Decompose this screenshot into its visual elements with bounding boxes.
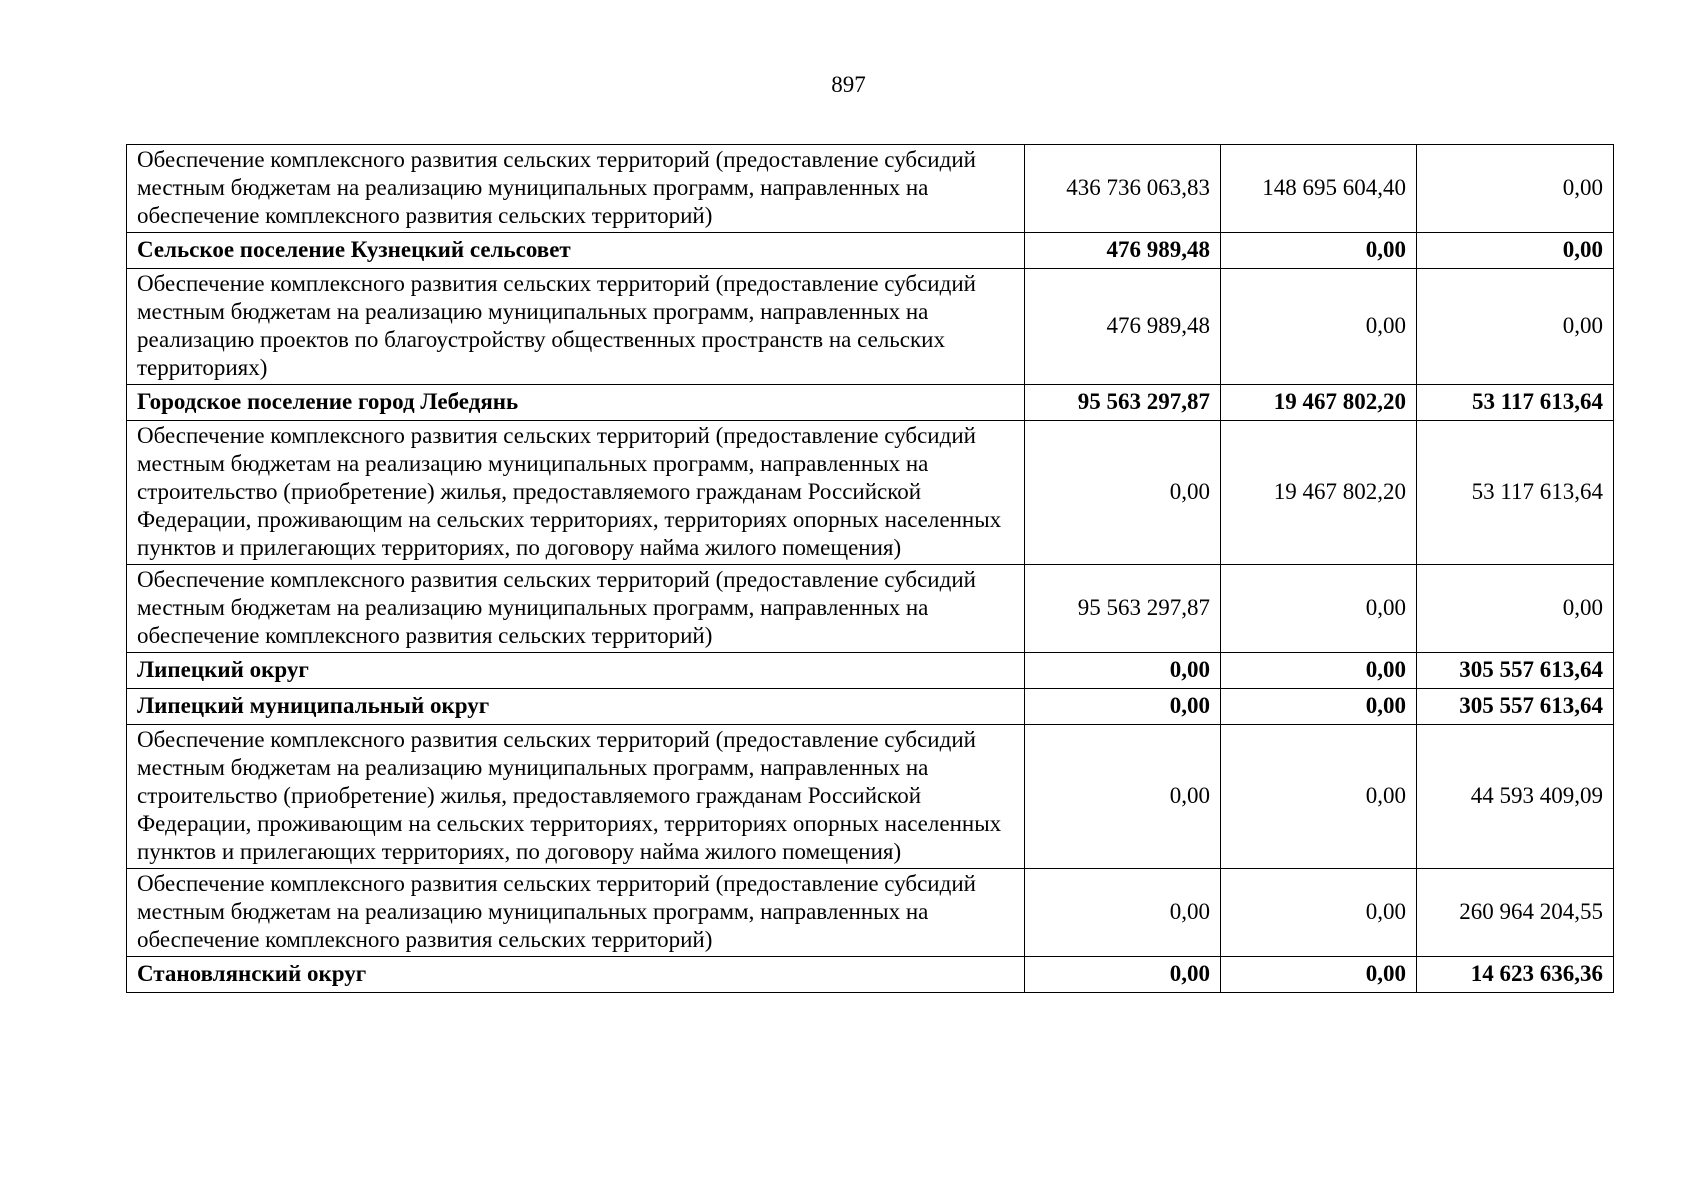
table-row xyxy=(127,145,1614,233)
row-name-cell: Липецкий муниципальный округ xyxy=(127,689,1025,725)
budget-table-body xyxy=(127,145,1614,993)
row-value-2-cell: 0,00 xyxy=(1221,869,1417,957)
table-row xyxy=(127,421,1614,565)
row-value-3-cell: 305 557 613,64 xyxy=(1417,653,1614,689)
row-value-3-cell: 53 117 613,64 xyxy=(1417,421,1614,565)
row-value-1-cell: 0,00 xyxy=(1025,689,1221,725)
table-row-subtotal xyxy=(127,957,1614,993)
row-value-2-cell: 0,00 xyxy=(1221,269,1417,385)
row-value-1-cell: 0,00 xyxy=(1025,653,1221,689)
table-row xyxy=(127,869,1614,957)
table-row xyxy=(127,565,1614,653)
row-name-cell: Сельское поселение Кузнецкий сельсовет xyxy=(127,233,1025,269)
row-value-3-cell: 0,00 xyxy=(1417,269,1614,385)
row-value-1-cell: 476 989,48 xyxy=(1025,269,1221,385)
row-name-cell: Обеспечение комплексного развития сельских территорий (предоставление субсидий местным бюджетам на реализацию муниципальных программ, направленных на строительство (приобретение) жилья, предоставляемого гражданам Российской Федерации, проживающим на сельских территориях, территориях опорных населенных пунктов и прилегающих территориях, по договору найма жилого помещения) xyxy=(127,725,1025,869)
row-value-3-cell: 0,00 xyxy=(1417,145,1614,233)
row-value-3-cell: 0,00 xyxy=(1417,233,1614,269)
row-value-2-cell: 19 467 802,20 xyxy=(1221,385,1417,421)
row-name-cell: Становлянский округ xyxy=(127,957,1025,993)
row-value-3-cell: 44 593 409,09 xyxy=(1417,725,1614,869)
row-value-1-cell: 0,00 xyxy=(1025,725,1221,869)
row-name-cell: Обеспечение комплексного развития сельских территорий (предоставление субсидий местным бюджетам на реализацию муниципальных программ, направленных на обеспечение комплексного развития сельских территорий) xyxy=(127,145,1025,233)
row-value-1-cell: 0,00 xyxy=(1025,957,1221,993)
row-name-cell: Городское поселение город Лебедянь xyxy=(127,385,1025,421)
page-number: 897 xyxy=(831,72,866,97)
row-name-cell: Обеспечение комплексного развития сельских территорий (предоставление субсидий местным бюджетам на реализацию муниципальных программ, направленных на обеспечение комплексного развития сельских территорий) xyxy=(127,565,1025,653)
row-value-1-cell: 95 563 297,87 xyxy=(1025,385,1221,421)
row-name-cell: Липецкий округ xyxy=(127,653,1025,689)
table-row-subtotal xyxy=(127,653,1614,689)
table-row-subtotal xyxy=(127,233,1614,269)
row-value-2-cell: 148 695 604,40 xyxy=(1221,145,1417,233)
row-name-cell: Обеспечение комплексного развития сельских территорий (предоставление субсидий местным бюджетам на реализацию муниципальных программ, направленных на строительство (приобретение) жилья, предоставляемого гражданам Российской Федерации, проживающим на сельских территориях, территориях опорных населенных пунктов и прилегающих территориях, по договору найма жилого помещения) xyxy=(127,421,1025,565)
row-value-3-cell: 53 117 613,64 xyxy=(1417,385,1614,421)
row-value-2-cell: 0,00 xyxy=(1221,653,1417,689)
budget-table xyxy=(126,144,1614,993)
row-value-2-cell: 0,00 xyxy=(1221,233,1417,269)
row-name-cell: Обеспечение комплексного развития сельских территорий (предоставление субсидий местным бюджетам на реализацию муниципальных программ, направленных на обеспечение комплексного развития сельских территорий) xyxy=(127,869,1025,957)
row-value-3-cell: 260 964 204,55 xyxy=(1417,869,1614,957)
row-value-2-cell: 19 467 802,20 xyxy=(1221,421,1417,565)
row-value-2-cell: 0,00 xyxy=(1221,689,1417,725)
row-value-2-cell: 0,00 xyxy=(1221,957,1417,993)
table-row-subtotal xyxy=(127,385,1614,421)
row-value-1-cell: 0,00 xyxy=(1025,421,1221,565)
row-value-3-cell: 14 623 636,36 xyxy=(1417,957,1614,993)
table-row-subtotal xyxy=(127,689,1614,725)
row-value-1-cell: 476 989,48 xyxy=(1025,233,1221,269)
table-row xyxy=(127,725,1614,869)
row-value-1-cell: 0,00 xyxy=(1025,869,1221,957)
table-row xyxy=(127,269,1614,385)
row-value-2-cell: 0,00 xyxy=(1221,725,1417,869)
row-value-1-cell: 436 736 063,83 xyxy=(1025,145,1221,233)
row-value-2-cell: 0,00 xyxy=(1221,565,1417,653)
row-name-cell: Обеспечение комплексного развития сельских территорий (предоставление субсидий местным бюджетам на реализацию муниципальных программ, направленных на реализацию проектов по благоустройству общественных пространств на сельских территориях) xyxy=(127,269,1025,385)
row-value-3-cell: 305 557 613,64 xyxy=(1417,689,1614,725)
row-value-1-cell: 95 563 297,87 xyxy=(1025,565,1221,653)
row-value-3-cell: 0,00 xyxy=(1417,565,1614,653)
